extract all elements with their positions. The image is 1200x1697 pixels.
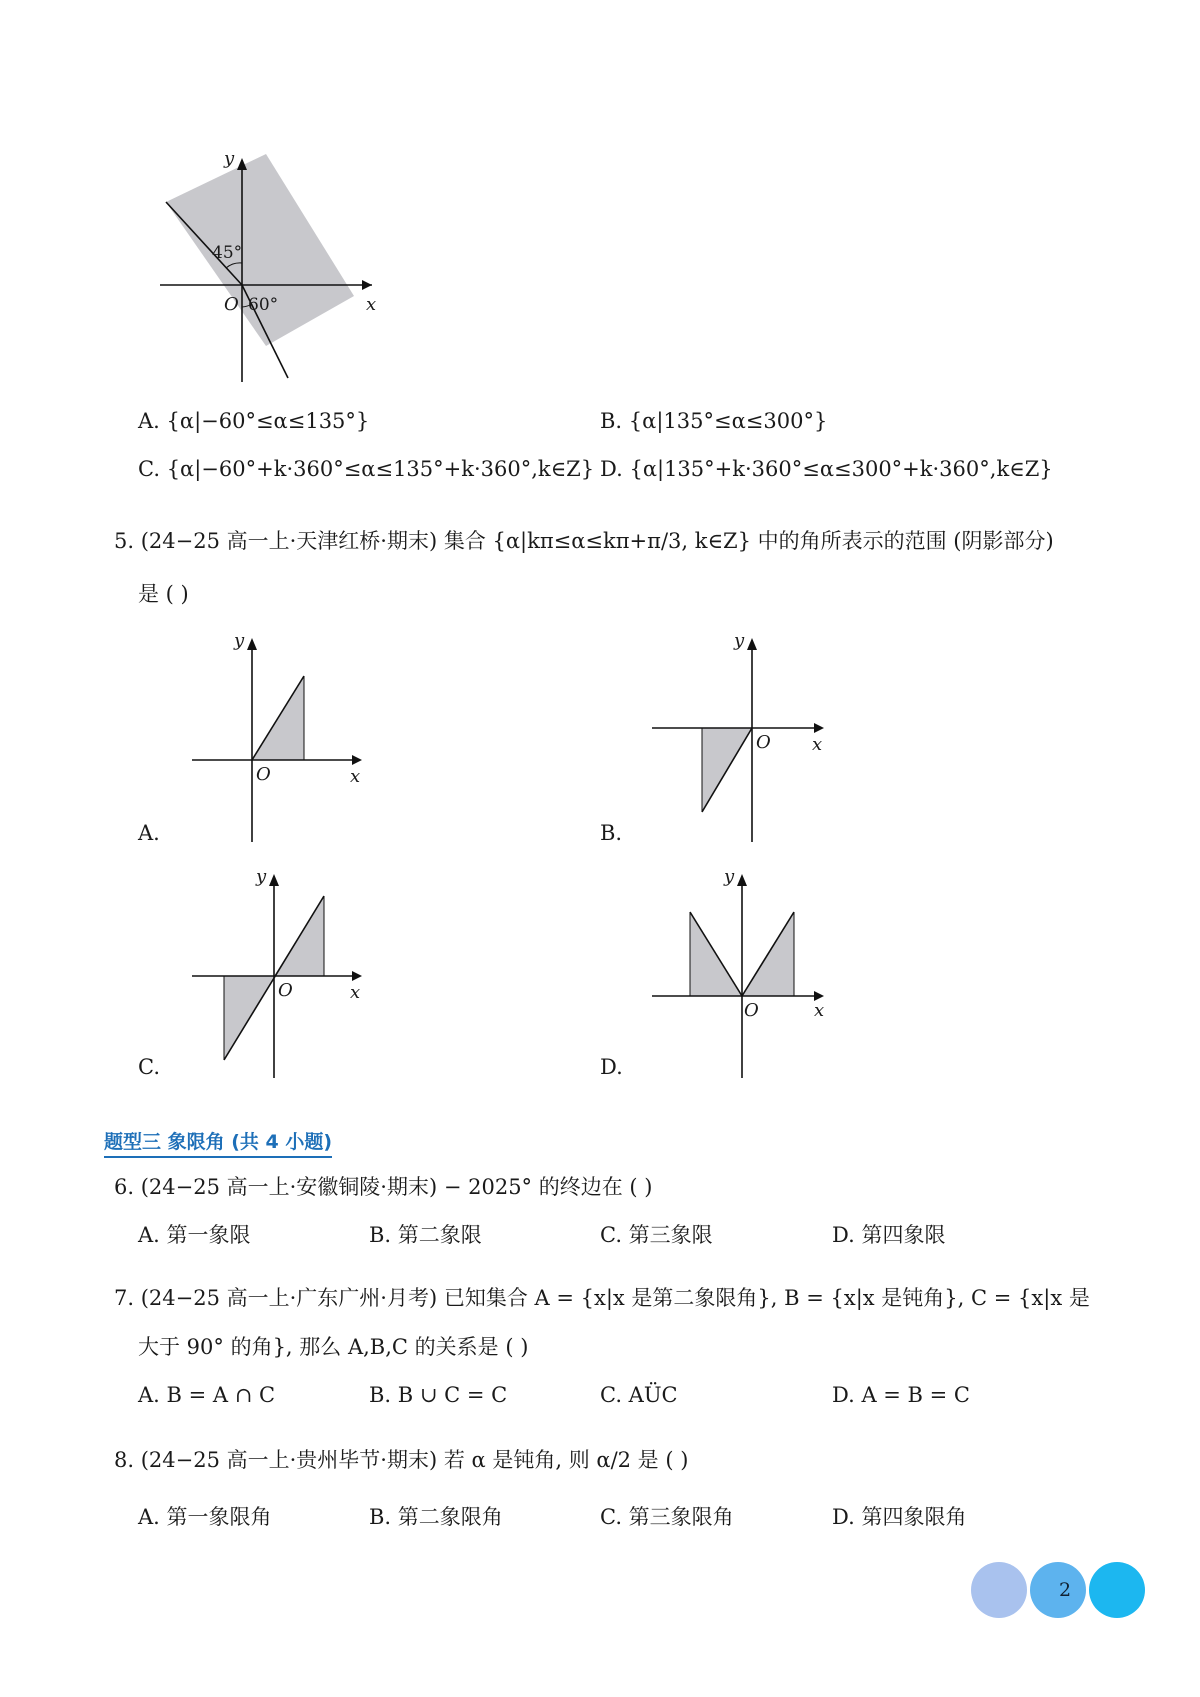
q7-option-b[interactable]: B. B ∪ C = C — [369, 1383, 508, 1407]
svg-text:y: y — [234, 630, 245, 651]
q6-option-d[interactable]: D. 第四象限 — [832, 1223, 946, 1247]
q7-stem-line2: 大于 90° 的角}, 那么 A,B,C 的关系是 ( ) — [138, 1335, 529, 1359]
q5-stem-line1: 5. (24−25 高一上·天津红桥·期末) 集合 {α|kπ≤α≤kπ+π/3, k∈Z} 中的角所表示的范围 (阴影部分) — [114, 529, 1054, 553]
angle-60-label: 60° — [248, 295, 279, 315]
page-number: 2 — [1058, 1579, 1072, 1601]
q6-option-b[interactable]: B. 第二象限 — [369, 1223, 482, 1247]
q7-stem-line1: 7. (24−25 高一上·广东广州·月考) 已知集合 A = {x|x 是第二象限角}, B = {x|x 是钝角}, C = {x|x 是 — [114, 1286, 1090, 1310]
svg-text:O: O — [256, 764, 271, 785]
q7-option-d[interactable]: D. A = B = C — [832, 1383, 970, 1407]
q5-stem-line2: 是 ( ) — [138, 582, 189, 606]
origin-label: O — [224, 294, 239, 315]
q4-option-c[interactable]: C. {α|−60°+k·360°≤α≤135°+k·360°,k∈Z} — [138, 457, 595, 481]
q5-figure-c — [190, 868, 370, 1080]
angle-45-label: 45° — [212, 243, 243, 263]
q8-stem: 8. (24−25 高一上·贵州毕节·期末) 若 α 是钝角, 则 α/2 是 ( ) — [114, 1448, 689, 1472]
page-deco-circle-left — [971, 1562, 1027, 1618]
svg-text:x: x — [350, 766, 361, 787]
svg-text:x: x — [814, 1000, 825, 1021]
q4-option-b[interactable]: B. {α|135°≤α≤300°} — [600, 409, 828, 433]
q5-option-a[interactable]: A. — [138, 821, 160, 845]
x-label: x — [366, 294, 377, 315]
q6-stem: 6. (24−25 高一上·安徽铜陵·期末) − 2025° 的终边在 ( ) — [114, 1175, 653, 1199]
q5-option-c[interactable]: C. — [138, 1055, 160, 1079]
q5-figure-d — [650, 868, 840, 1080]
q8-option-a[interactable]: A. 第一象限角 — [138, 1505, 272, 1529]
q7-option-a[interactable]: A. B = A ∩ C — [138, 1383, 276, 1407]
q5-option-d[interactable]: D. — [600, 1055, 623, 1079]
q6-option-c[interactable]: C. 第三象限 — [600, 1223, 713, 1247]
svg-text:x: x — [812, 734, 823, 755]
q5-option-b[interactable]: B. — [600, 821, 623, 845]
q5-figure-a — [190, 632, 370, 844]
svg-text:O: O — [756, 732, 771, 753]
figure-top — [140, 150, 400, 390]
q5-figure-b — [650, 632, 840, 844]
svg-text:O: O — [278, 980, 293, 1001]
shaded-region — [166, 154, 354, 346]
section-title: 题型三 象限角 (共 4 小题) — [104, 1127, 332, 1158]
svg-text:x: x — [350, 982, 361, 1003]
q6-option-a[interactable]: A. 第一象限 — [138, 1223, 251, 1247]
svg-text:y: y — [734, 630, 745, 651]
svg-text:y: y — [724, 866, 735, 887]
q8-option-d[interactable]: D. 第四象限角 — [832, 1505, 967, 1529]
q4-option-d[interactable]: D. {α|135°+k·360°≤α≤300°+k·360°,k∈Z} — [600, 457, 1053, 481]
y-label: y — [224, 148, 235, 169]
q8-option-b[interactable]: B. 第二象限角 — [369, 1505, 503, 1529]
q7-option-c[interactable]: C. AÜC — [600, 1383, 678, 1407]
q4-option-a[interactable]: A. {α|−60°≤α≤135°} — [138, 409, 370, 433]
q8-option-c[interactable]: C. 第三象限角 — [600, 1505, 734, 1529]
page-deco-circle-right — [1089, 1562, 1145, 1618]
svg-text:O: O — [744, 1000, 759, 1021]
svg-text:y: y — [256, 866, 267, 887]
